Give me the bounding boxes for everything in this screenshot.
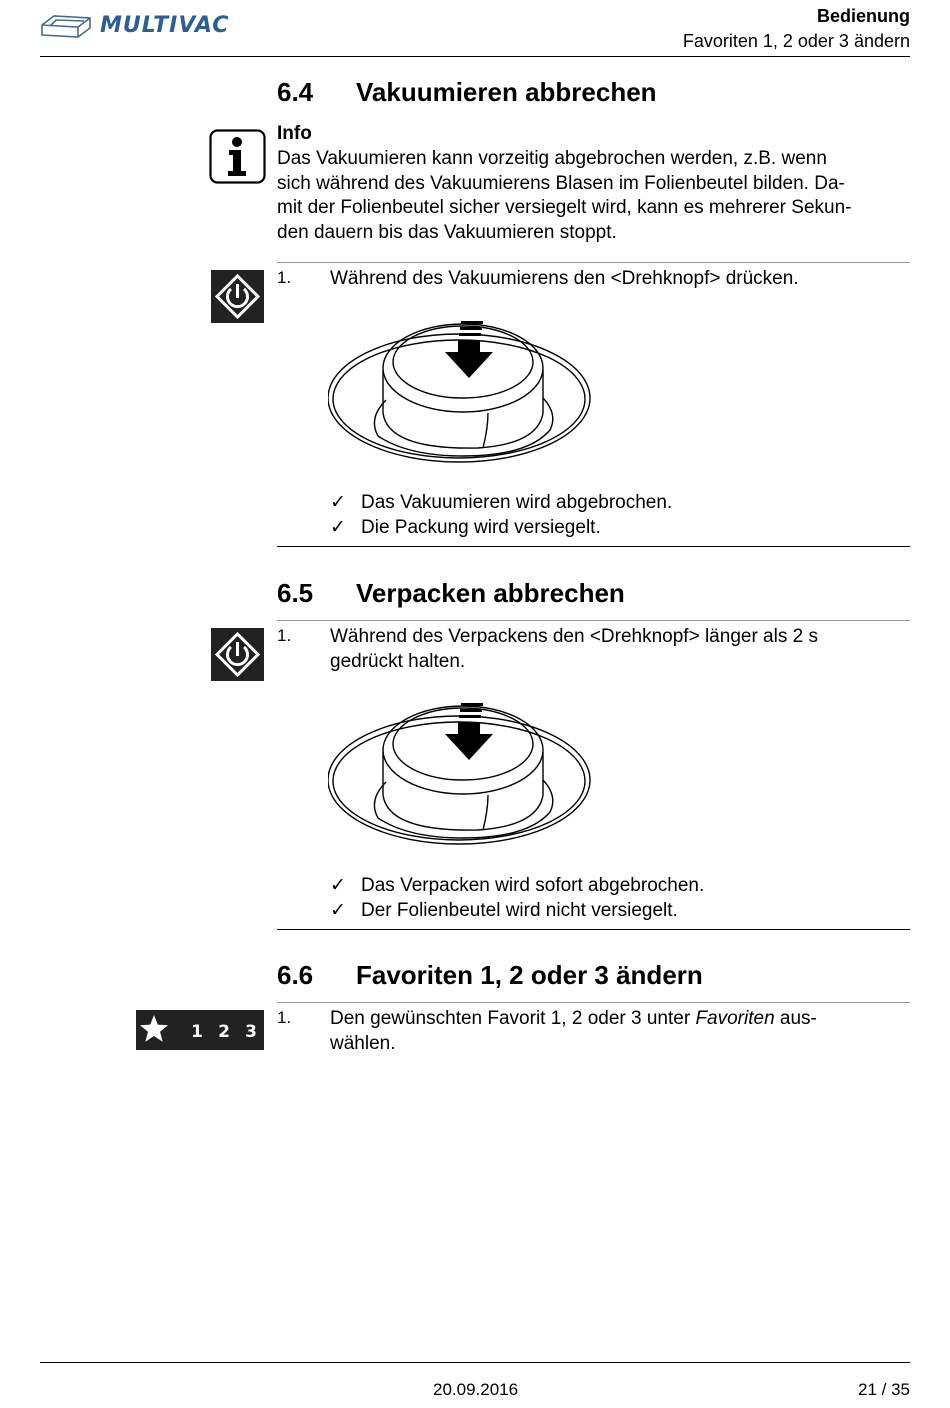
menu-term: Favoriten: [695, 1008, 775, 1029]
step-number: 1.: [277, 1008, 292, 1027]
header-rule: [40, 56, 910, 57]
checkmark-icon: ✓: [330, 875, 346, 896]
header-chapter: Bedienung: [817, 6, 910, 26]
favorite-digit: 1: [191, 1022, 203, 1042]
section-title: Favoriten 1, 2 oder 3 ändern: [356, 960, 703, 990]
checkmark-icon: ✓: [330, 492, 346, 513]
section-title: Verpacken abbrechen: [356, 578, 625, 608]
rotary-knob-illustration: [328, 318, 598, 468]
footer-date: 20.09.2016: [433, 1380, 519, 1399]
result-text: Die Packung wird versiegelt.: [361, 517, 601, 538]
stop-key-icon: [211, 270, 264, 323]
result-item: [330, 515, 601, 540]
footer-page-number: 21 / 35: [858, 1380, 910, 1399]
stop-key-icon: [211, 628, 264, 681]
checkmark-icon: ✓: [330, 517, 346, 538]
info-line: den dauern bis das Vakuumieren stoppt.: [277, 222, 617, 244]
result-text: Das Vakuumieren wird abgebrochen.: [361, 492, 673, 513]
section-title: Vakuumieren abbrechen: [356, 77, 657, 107]
step-line: Während des Vakuumierens den <Drehknopf> drücken.: [330, 268, 799, 289]
step-text-part: aus-: [774, 1008, 817, 1029]
info-line: mit der Folienbeutel sicher versiegelt wird, kann es mehrerer Sekun-: [277, 197, 852, 219]
step-line: Während des Verpackens den <Drehknopf> länger als 2 s: [330, 626, 818, 647]
step-number: 1.: [277, 268, 292, 287]
footer-rule: [40, 1362, 910, 1363]
section-number: 6.6: [277, 960, 314, 990]
result-item: [330, 898, 678, 923]
divider: [277, 1002, 910, 1003]
result-text: Der Folienbeutel wird nicht versiegelt.: [361, 900, 678, 921]
step-text: [330, 1006, 890, 1056]
section-end-rule: [277, 929, 910, 930]
info-line: Das Vakuumieren kann vorzeitig abgebrochen werden, z.B. wenn: [277, 148, 827, 169]
info-icon: [209, 129, 266, 184]
step-line: [330, 1006, 890, 1031]
rotary-knob-illustration: [328, 700, 598, 850]
favorite-digit: 2: [218, 1022, 230, 1042]
header-section: Favoriten 1, 2 oder 3 ändern: [682, 31, 910, 51]
result-item: [330, 490, 672, 515]
logo-text: MULTIVAC: [100, 13, 230, 38]
step-line: wählen.: [330, 1033, 396, 1054]
info-text: [277, 147, 907, 246]
favorite-digit: 3: [245, 1022, 257, 1042]
step-line: gedrückt halten.: [330, 651, 466, 672]
favorites-key-icon: [136, 1010, 264, 1050]
result-text: Das Verpacken wird sofort abgebrochen.: [361, 875, 705, 896]
checkmark-icon: ✓: [330, 900, 346, 921]
step-text: [330, 624, 890, 674]
divider: [277, 620, 910, 621]
section-number: 6.5: [277, 578, 314, 608]
section-number: 6.4: [277, 77, 314, 107]
step-text: [330, 266, 890, 291]
result-item: [330, 873, 704, 898]
multivac-logo: [40, 8, 255, 40]
divider: [277, 262, 910, 263]
step-number: 1.: [277, 626, 292, 645]
step-text-part: Den gewünschten Favorit 1, 2 oder 3 unter: [330, 1008, 696, 1029]
info-label: Info: [277, 123, 312, 144]
section-end-rule: [277, 546, 910, 547]
info-line: sich während des Vakuumierens Blasen im Folienbeutel bilden. Da-: [277, 172, 845, 194]
